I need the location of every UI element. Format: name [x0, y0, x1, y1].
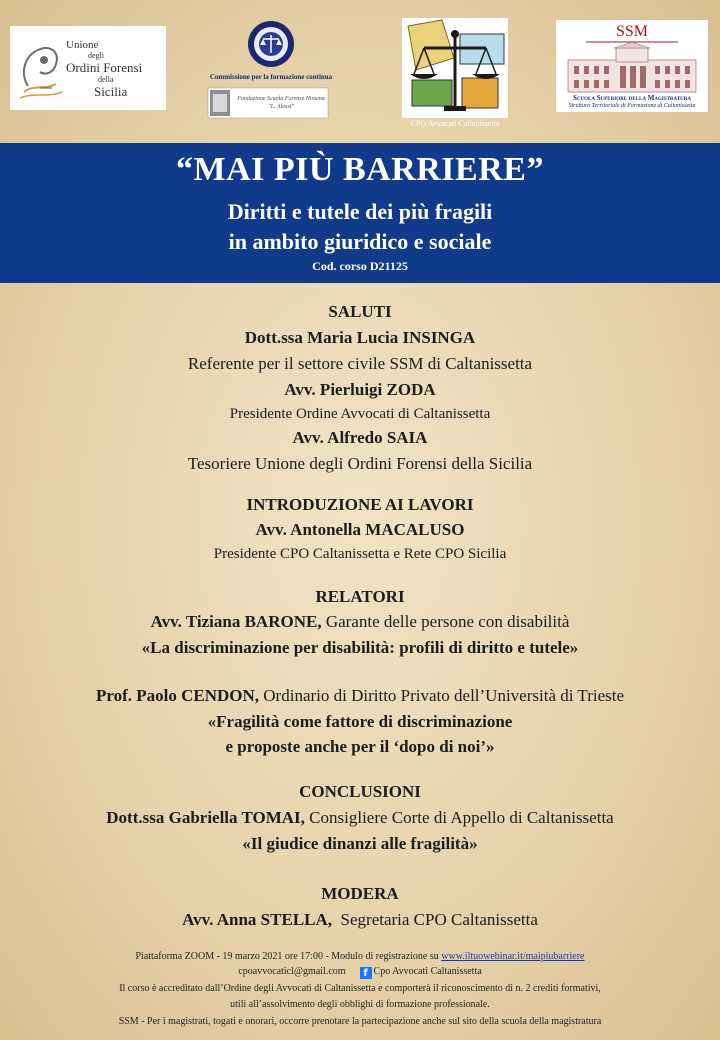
footer-line-5: SSM - Per i magistrati, togati e onorari, occorre prenotare la partecipazione anche sul sito della scuola della magistratura [118, 1016, 602, 1027]
registration-link[interactable]: www.iltuowebinar.it/maipiubarriere [441, 951, 585, 962]
saluti-heading: SALUTI [328, 302, 392, 321]
saluti-speaker-3-name: Avv. Alfredo SAIA [292, 428, 428, 447]
footer-line-4: utili all’assolvimento degli obblighi di formazione professionale. [230, 999, 490, 1010]
modera-role: Segretaria CPO Caltanissetta [332, 910, 538, 929]
saluti-speaker-2-name: Avv. Pierluigi ZODA [284, 380, 436, 399]
modera-heading: MODERA [321, 884, 399, 903]
unione-line3: Ordini Forensi [66, 60, 143, 75]
event-title: “MAI PIÙ BARRIERE” [176, 151, 544, 188]
modera-name: Avv. Anna STELLA, [182, 910, 333, 929]
footer-line-2 [0, 966, 720, 979]
cpo-scales-logo [402, 18, 508, 118]
unione-ordini-forensi-logo [10, 26, 166, 110]
scales-of-justice-icon [402, 18, 508, 118]
facebook-icon: f [360, 967, 372, 979]
fondazione-caption: Fondazione Scuola Forense Nissena "L. Alessi" [237, 96, 325, 110]
title-banner [0, 143, 720, 283]
introduzione-role: Presidente CPO Caltanissetta e Rete CPO Sicilia [213, 546, 507, 562]
unione-line1: Unione [66, 39, 99, 51]
conclusioni-speaker [0, 808, 720, 828]
event-subtitle-2: in ambito giuridico e sociale [228, 229, 492, 254]
footer-facebook[interactable]: Cpo Avvocati Caltanissetta [373, 966, 482, 977]
relatore-1-talk: «La discriminazione per disabilità: profili di diritto e tutele» [141, 638, 579, 657]
relatore-2-talk-2: e proposte anche per il ‘dopo di noi’» [225, 737, 495, 756]
ssm-name: Scuola Superiore della Magistratura [573, 94, 691, 102]
footer-line-3: Il corso è accreditato dall’Ordine degli Avvocati di Caltanissetta e comporterà il riconoscimento di n. 2 crediti formativi, [119, 983, 601, 994]
saluti-speaker-1-name: Dott.ssa Maria Lucia INSINGA [244, 328, 476, 347]
relatore-2-talk-1: «Fragilità come fattore di discriminazione [207, 712, 513, 731]
relatore-1 [0, 612, 720, 632]
saluti-speaker-3-role: Tesoriere Unione degli Ordini Forensi della Sicilia [187, 454, 533, 473]
conclusioni-role: Consigliere Corte di Appello di Caltanissetta [304, 808, 614, 827]
unione-emblem-icon [10, 26, 166, 110]
ssm-logo [556, 20, 708, 112]
footer-line-1 [0, 951, 720, 962]
footer-email[interactable]: cpoavvocaticl@gmail.com [238, 966, 346, 977]
relatore-1-name: Avv. Tiziana BARONE, [150, 612, 322, 631]
ssm-sub: Struttura Territoriale di Formazione di Caltanissetta [568, 103, 696, 109]
event-subtitle-1: Diritti e tutele dei più fragili [227, 199, 493, 224]
relatori-heading: RELATORI [315, 587, 405, 606]
commissione-caption: Commissione per la formazione continua [209, 73, 333, 81]
commissione-logo-group [200, 20, 342, 124]
saluti-speaker-1-role: Referente per il settore civile SSM di Caltanissetta [187, 354, 533, 373]
unione-line4: della [98, 75, 114, 84]
cpo-caption: CPO Avvocati Caltanissetta [410, 119, 500, 128]
relatore-2-name: Prof. Paolo CENDON, [95, 686, 260, 705]
conclusioni-name: Dott.ssa Gabriella TOMAI, [106, 808, 305, 827]
relatore-2-role: Ordinario di Diritto Privato dell’Università di Trieste [259, 686, 625, 705]
conclusioni-heading: CONCLUSIONI [299, 782, 421, 801]
ssm-acronym: SSM [615, 23, 649, 40]
introduzione-heading: INTRODUZIONE AI LAVORI [246, 495, 474, 514]
course-code: Cod. corso D21125 [312, 259, 408, 273]
relatore-2 [0, 686, 720, 706]
modera-speaker [0, 910, 720, 930]
saluti-speaker-2-role: Presidente Ordine Avvocati di Caltanissetta [229, 406, 491, 422]
introduzione-name: Avv. Antonella MACALUSO [255, 520, 465, 539]
unione-line5: Sicilia [94, 84, 128, 99]
relatore-1-role: Garante delle persone con disabilità [321, 612, 570, 631]
conclusioni-talk: «Il giudice dinanzi alle fragilità» [242, 834, 478, 853]
footer-platform-text: Piattaforma ZOOM - 19 marzo 2021 ore 17:00 - Modulo di registrazione su [135, 951, 442, 962]
unione-line2: degli [88, 51, 104, 60]
